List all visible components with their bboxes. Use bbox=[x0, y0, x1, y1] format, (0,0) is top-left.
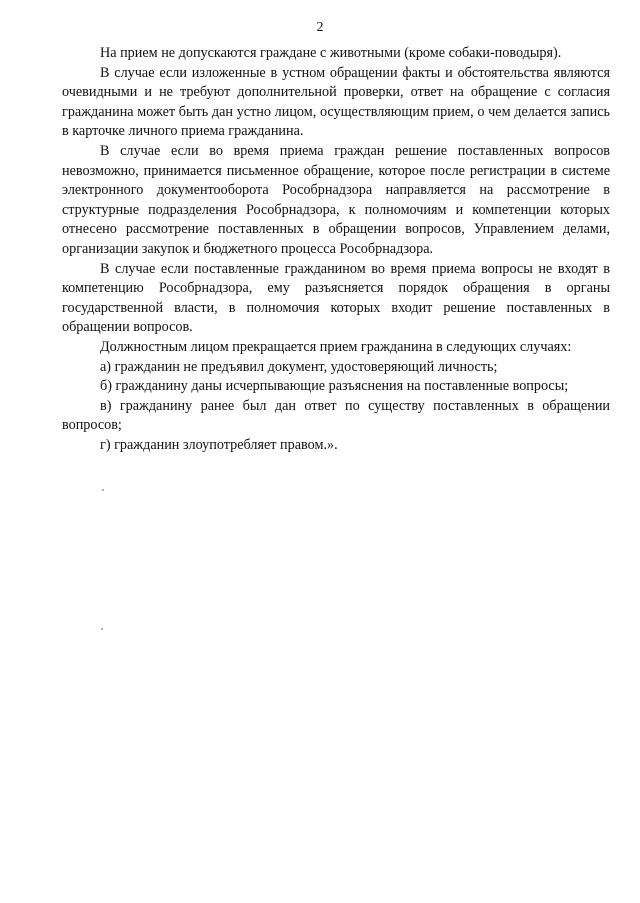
page-number: 2 bbox=[316, 20, 324, 35]
paragraph-written-appeal: В случае если во время приема граждан решение поставленных вопросов невозможно, принимается письменное обращение, которое после регистрации в системе электронного документооборота Рособрнадзора направляется на рассмотрение в структурные подразделения Рособрнадзора, к полномочиям и компетенции которых отнесено рассмотрение поставленных в обращении вопросов, Управлением делами, организации закупок и бюджетного процесса Рособрнадзора. bbox=[62, 142, 610, 257]
paragraph-animals: На прием не допускаются граждане с животными (кроме собаки-поводыря). bbox=[100, 45, 562, 61]
paragraph-competence: В случае если поставленные гражданином во время приема вопросы не входят в компетенцию Рособрнадзора, ему разъясняется порядок обращения в органы государственной власти, в полномочия которых входит решение поставленных в обращении вопросов. bbox=[62, 260, 610, 336]
scan-speck bbox=[102, 489, 104, 491]
list-item-c: в) гражданину ранее был дан ответ по существу поставленных в обращении вопросов; bbox=[62, 397, 610, 434]
scan-speck bbox=[101, 628, 103, 630]
paragraph-termination-cases: Должностным лицом прекращается прием гражданина в следующих случаях: bbox=[100, 338, 572, 355]
list-item-d: г) гражданин злоупотребляет правом.». bbox=[100, 436, 338, 453]
list-item-b: б) гражданину даны исчерпывающие разъяснения на поставленные вопросы; bbox=[100, 378, 569, 395]
document-body bbox=[62, 44, 610, 455]
list-item-a: а) гражданин не предъявил документ, удостоверяющий личность; bbox=[100, 358, 498, 375]
paragraph-oral-answer: В случае если изложенные в устном обращении факты и обстоятельства являются очевидными и не требуют дополнительной проверки, ответ на обращение с согласия гражданина может быть дан устно лицом, осуществляющим прием, о чем делается запись в карточке личного приема гражданина. bbox=[62, 64, 610, 140]
